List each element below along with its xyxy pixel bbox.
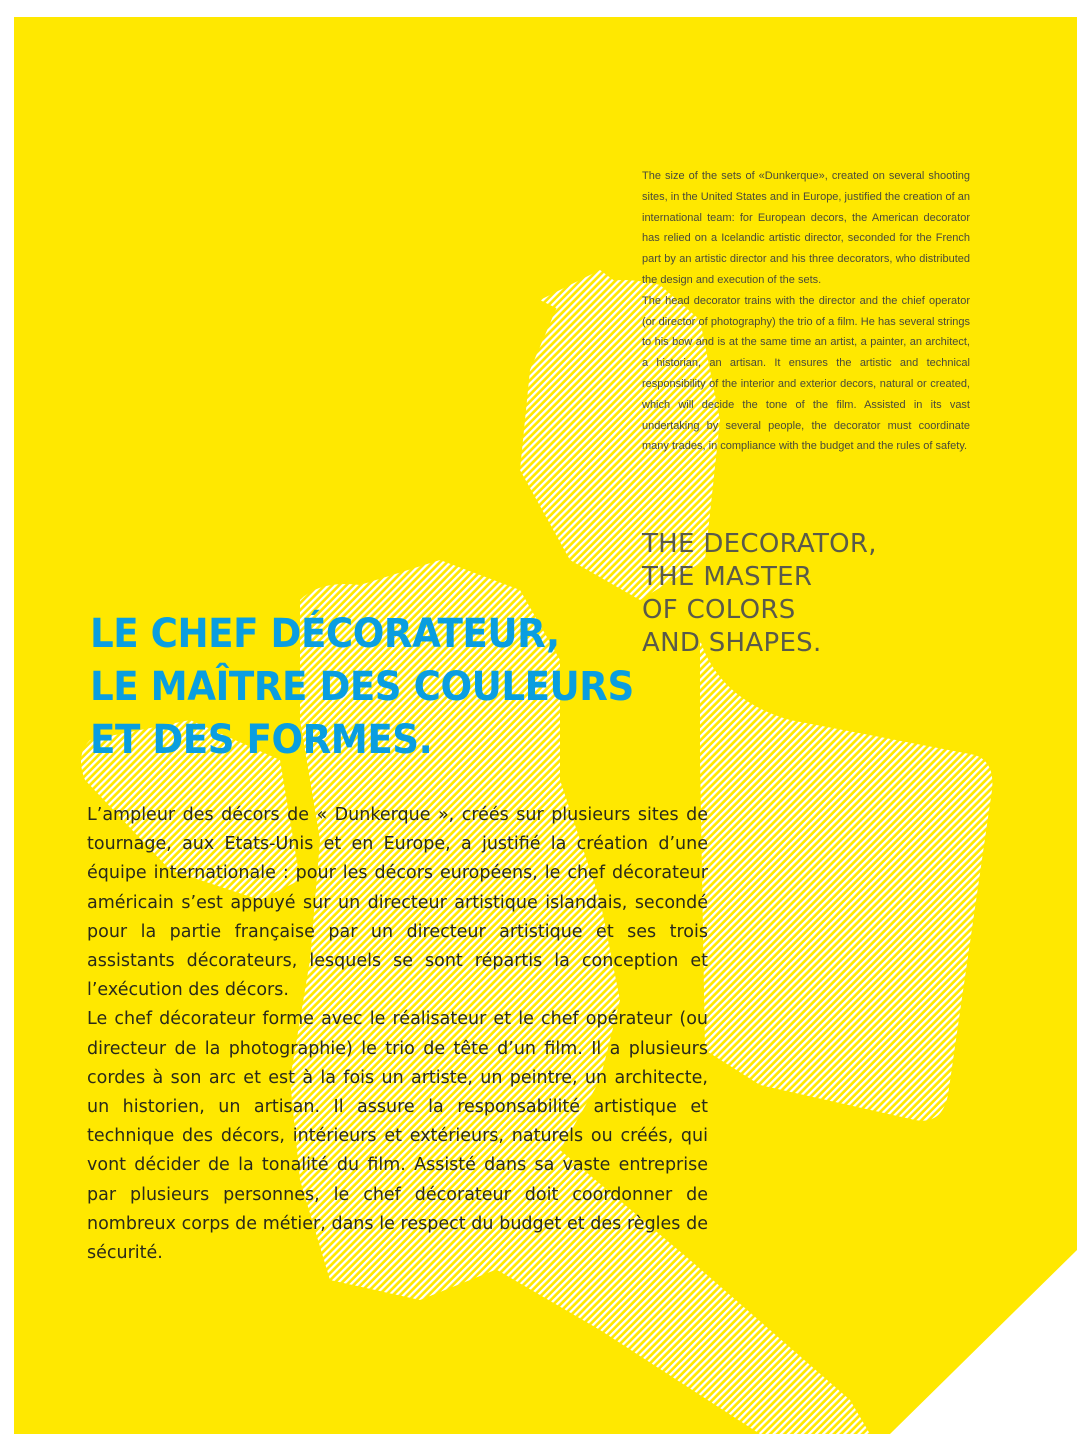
english-heading [642, 528, 972, 660]
english-heading-line-2: THE MASTER [642, 562, 813, 592]
english-heading-line-4: AND SHAPES. [642, 628, 822, 658]
english-paragraph-1: The size of the sets of «Dunkerque», created on several shooting sites, in the United States and in Europe, justified the creation of an international team: for European decors, the American decorator has relied on a Icelandic artistic director, seconded for the French part by an artistic director and his three decorators, who distributed the design and execution of the sets. [642, 170, 970, 286]
french-paragraph-2: Le chef décorateur forme avec le réalisateur et le chef opérateur (ou directeur de la photographie) le trio de tête d’un film. Il a plusieurs cordes à son arc et est à la fois un artiste, un peintre, un architecte, un historien, un artisan. Il assure la responsabilité artistique et technique des décors, intérieurs et extérieurs, naturels ou créés, qui vont décider de la tonalité du film. Assisté dans sa vaste entreprise par plusieurs personnes, le chef décorateur doit coordonner de nombreux corps de métier, dans le respect du budget et des règles de sécurité. [87, 1009, 708, 1264]
french-paragraph-1: L’ampleur des décors de « Dunkerque », créés sur plusieurs sites de tournage, aux Etats-Unis et en Europe, a justifié la création d’une équipe internationale : pour les décors européens, le chef décorateur américain s’est appuyé sur un directeur artistique islandais, secondé pour la partie française par un directeur artistique et ses trois assistants décorateurs, lesquels se sont répartis la conception et l’exécution des décors. [87, 805, 708, 1001]
french-heading [90, 608, 685, 767]
french-body-text [87, 801, 708, 1268]
english-heading-line-1: THE DECORATOR, [642, 529, 877, 559]
english-body-text [642, 166, 970, 457]
french-heading-line-1: LE CHEF DÉCORATEUR, [90, 611, 560, 657]
english-heading-line-3: OF COLORS [642, 595, 796, 625]
french-heading-line-3: ET DES FORMES. [90, 717, 433, 763]
french-heading-line-2: LE MAÎTRE DES COULEURS [90, 664, 634, 710]
english-paragraph-2: The head decorator trains with the director and the chief operator (or director of photography) the trio of a film. He has several strings to his bow and is at the same time an artist, a painter, an architect, a historian, an artisan. It ensures the artistic and technical responsibility of the interior and exterior decors, natural or created, which will decide the tone of the film. Assisted in its vast undertaking by several people, the decorator must coordinate many trades, in compliance with the budget and the rules of safety. [642, 294, 970, 453]
